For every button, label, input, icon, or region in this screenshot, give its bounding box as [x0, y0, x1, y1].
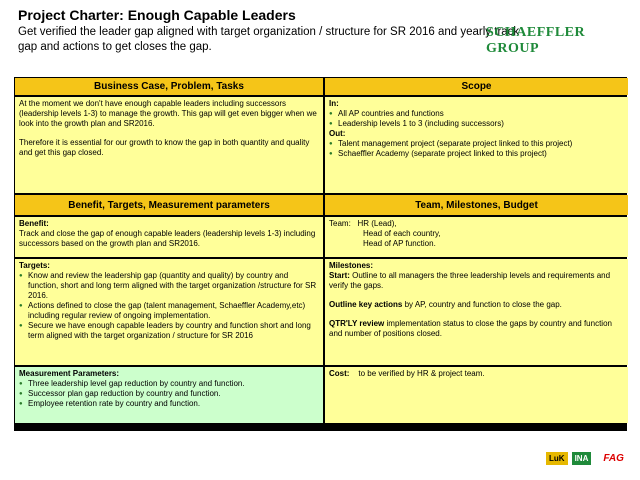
scope-in-label: In:	[329, 99, 339, 108]
footer-logos	[546, 452, 624, 465]
scope-out-label: Out:	[329, 129, 346, 138]
scope-body	[325, 97, 628, 193]
start-label: Start:	[329, 271, 350, 280]
measure-list	[19, 379, 319, 409]
milestones-label: Milestones:	[329, 261, 374, 270]
list-item: ● Schaeffler Academy (separate project linked to this project)	[329, 149, 624, 159]
team-label: Team:	[329, 219, 351, 228]
measure-label: Measurement Parameters:	[19, 369, 120, 378]
cost-text: to be verified by HR & project team.	[358, 369, 485, 378]
targets-label: Targets:	[19, 261, 50, 270]
list-item: ● Successor plan gap reduction by country and function.	[19, 389, 319, 399]
scope-out-list	[329, 139, 624, 159]
page-title: Project Charter: Enough Capable Leaders	[18, 7, 296, 23]
business-case-para2: Therefore it is essential for our growth to know the gap in both quantity and quality and get this gap closed.	[19, 138, 310, 157]
team-lead: HR (Lead),	[357, 219, 397, 228]
scope-in-list	[329, 109, 624, 129]
fag-logo: FAG	[603, 453, 624, 464]
cost-label: Cost:	[329, 369, 350, 378]
business-case-para1: At the moment we don't have enough capable leaders including successors (leadership levels 1-3) to manage the growth. This gap will get even bigger when we look into the growth plan and SR2016.	[19, 99, 317, 128]
schaeffler-logo: SCHAEFFLER GROUP	[486, 25, 586, 56]
measurement-body	[15, 367, 323, 423]
qtr-text: implementation status to close the gaps by country and function and number of positions closed.	[329, 319, 612, 338]
business-case-heading: Business Case, Problem, Tasks	[15, 78, 323, 95]
team-line3: Head of AP function.	[363, 239, 436, 248]
luk-logo: LuK	[546, 452, 568, 465]
charter-grid	[14, 77, 627, 431]
outline-label: Outline key actions	[329, 300, 403, 309]
qtr-label: QTR'LY review	[329, 319, 385, 328]
list-item: ● Talent management project (separate project linked to this project)	[329, 139, 624, 149]
list-item: ● Employee retention rate by country and function.	[19, 399, 319, 409]
outline-text: by AP, country and function to close the gap.	[404, 300, 562, 309]
team-body	[325, 217, 628, 257]
team-heading: Team, Milestones, Budget	[325, 195, 628, 215]
list-item: ● All AP countries and functions	[329, 109, 624, 119]
scope-heading: Scope	[325, 78, 628, 95]
team-line2: Head of each country,	[363, 229, 441, 238]
page-subtitle: Get verified the leader gap aligned with target organization / structure for SR 2016 and yearly track gap and actions to get closes the gap.	[18, 26, 520, 53]
list-item: ● Three leadership level gap reduction by country and function.	[19, 379, 319, 389]
benefit-text: Track and close the gap of enough capable leaders (leadership levels 1-3) including successors based on the growth plan and SR2016.	[19, 229, 316, 248]
list-item: ● Secure we have enough capable leaders by country and function short and long term aligned with the target organization / structure for SR 2016	[19, 321, 319, 341]
cost-body	[325, 367, 628, 423]
targets-list	[19, 271, 319, 341]
milestones-body	[325, 259, 628, 365]
benefit-body	[15, 217, 323, 257]
ina-logo: INA	[572, 452, 592, 465]
benefit-heading: Benefit, Targets, Measurement parameters	[15, 195, 323, 215]
targets-body	[15, 259, 323, 365]
start-text: Outline to all managers the three leadership levels and requirements and verify the gaps.	[329, 271, 611, 290]
list-item: ● Leadership levels 1 to 3 (including successors)	[329, 119, 624, 129]
business-case-body	[15, 97, 323, 193]
benefit-label: Benefit:	[19, 219, 49, 228]
list-item: ● Actions defined to close the gap (talent management, Schaeffler Academy,etc) including regular review of ongoing implementation.	[19, 301, 319, 321]
list-item: ● Know and review the leadership gap (quantity and quality) by country and function, short and long term aligned with the target organization /structure for SR 2016.	[19, 271, 319, 301]
